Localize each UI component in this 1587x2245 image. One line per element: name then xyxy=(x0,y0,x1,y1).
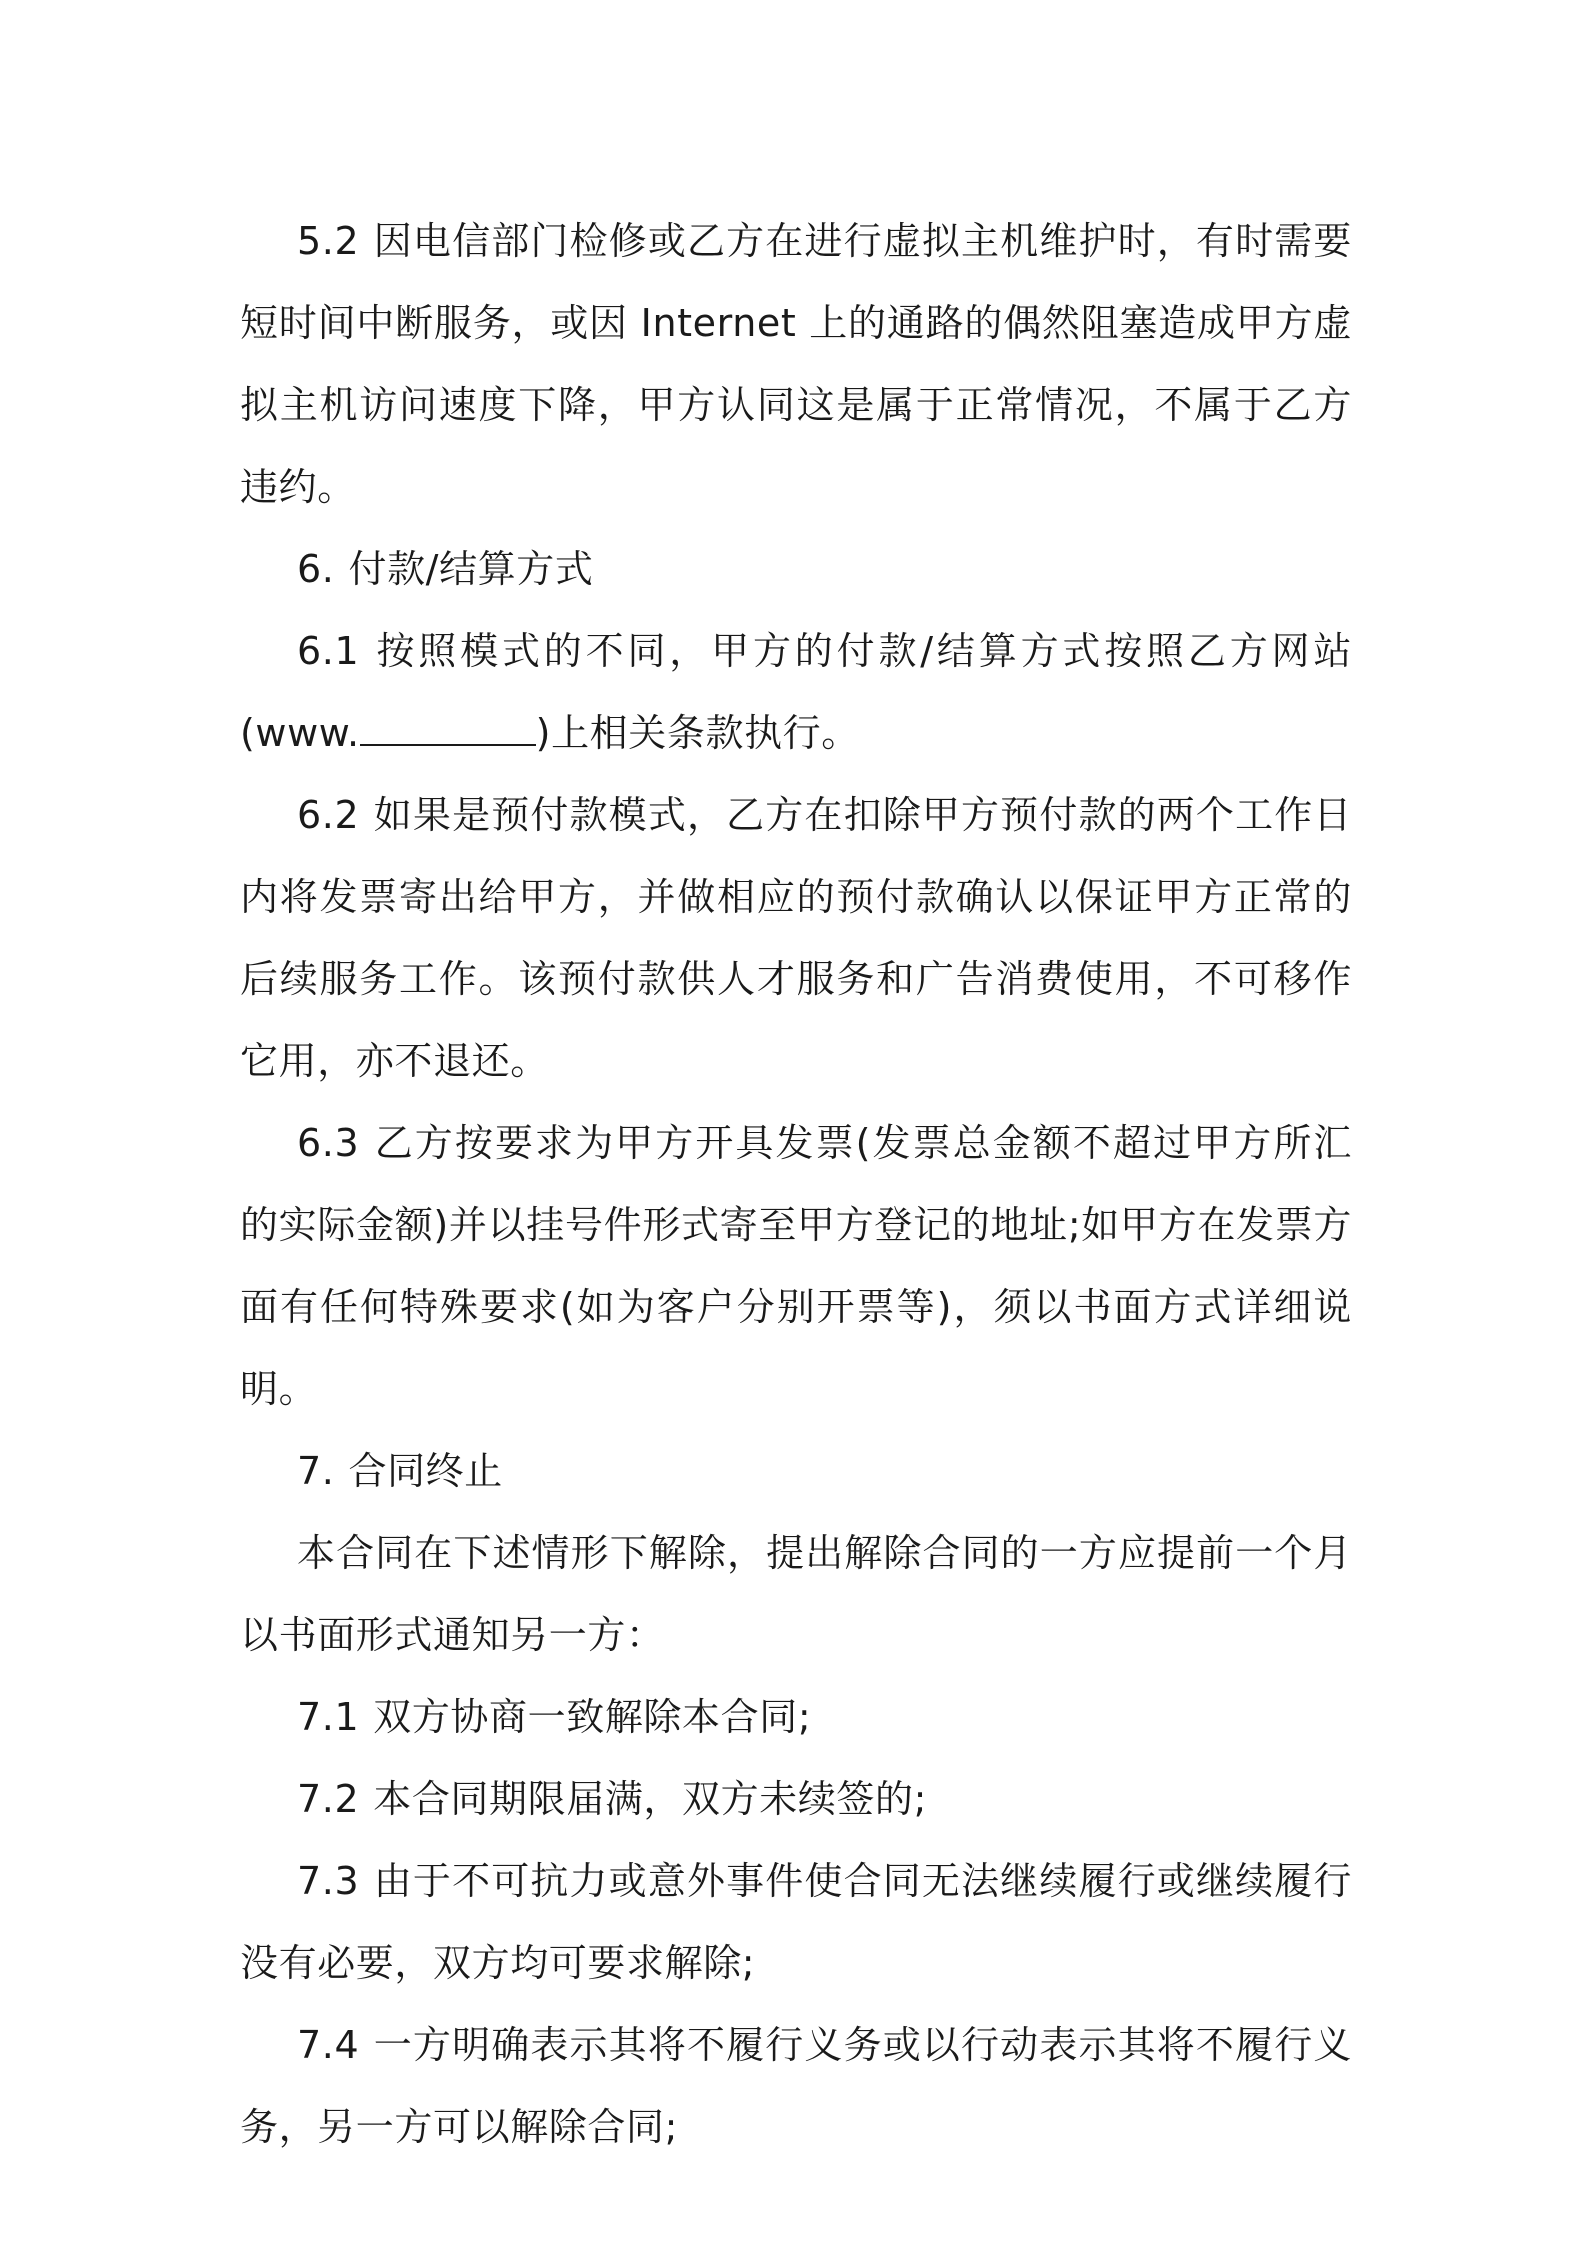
clause-text: 由于不可抗力或意外事件使合同无法继续履行或继续履行没有必要，双方均可要求解除; xyxy=(240,1859,1352,1985)
clause-7-1 xyxy=(240,1676,1352,1758)
clause-7-4 xyxy=(240,2004,1352,2168)
section-6-heading xyxy=(240,528,1352,610)
section-7-heading xyxy=(240,1430,1352,1512)
clause-text: 按照模式的不同，甲方的付款/结算方式按照乙方网站(www. xyxy=(240,629,1352,755)
clause-number: 6.2 xyxy=(297,793,360,837)
section-title: 付款/结算方式 xyxy=(348,547,594,591)
clause-6-3 xyxy=(240,1102,1352,1430)
intro-text: 本合同在下述情形下解除，提出解除合同的一方应提前一个月以书面形式通知另一方： xyxy=(240,1531,1352,1657)
clause-number: 5.2 xyxy=(297,219,360,263)
clause-7-2 xyxy=(240,1758,1352,1840)
clause-text: 乙方按要求为甲方开具发票(发票总金额不超过甲方所汇的实际金额)并以挂号件形式寄至甲方登记的地址;如甲方在发票方面有任何特殊要求(如为客户分别开票等)，须以书面方式详细说明。 xyxy=(240,1121,1352,1411)
fill-in-blank xyxy=(360,710,536,746)
clause-6-1 xyxy=(240,610,1352,774)
clause-number: 7.4 xyxy=(297,2023,360,2067)
section-number: 6. xyxy=(297,547,335,591)
clause-text: 双方协商一致解除本合同; xyxy=(373,1695,812,1739)
clause-text: 一方明确表示其将不履行义务或以行动表示其将不履行义务，另一方可以解除合同; xyxy=(240,2023,1352,2149)
section-title: 合同终止 xyxy=(348,1449,503,1493)
section-7-intro xyxy=(240,1512,1352,1676)
section-number: 7. xyxy=(297,1449,335,1493)
clause-number: 7.3 xyxy=(297,1859,360,1903)
clause-number: 6.1 xyxy=(297,629,360,673)
clause-number: 7.2 xyxy=(297,1777,360,1821)
clause-text-after-blank: )上相关条款执行。 xyxy=(535,711,860,755)
clause-6-2 xyxy=(240,774,1352,1102)
clause-text: 如果是预付款模式，乙方在扣除甲方预付款的两个工作日内将发票寄出给甲方，并做相应的预付款确认以保证甲方正常的后续服务工作。该预付款供人才服务和广告消费使用，不可移作它用，亦不退还。 xyxy=(240,793,1352,1083)
clause-7-3 xyxy=(240,1840,1352,2004)
clause-text: 因电信部门检修或乙方在进行虚拟主机维护时，有时需要短时间中断服务，或因 Internet 上的通路的偶然阻塞造成甲方虚拟主机访问速度下降，甲方认同这是属于正常情况，不属于乙方违约。 xyxy=(240,219,1352,509)
clause-number: 7.1 xyxy=(297,1695,360,1739)
clause-5-2 xyxy=(240,200,1352,528)
clause-number: 6.3 xyxy=(297,1121,360,1165)
document-body xyxy=(240,200,1352,2168)
clause-text: 本合同期限届满，双方未续签的; xyxy=(373,1777,928,1821)
